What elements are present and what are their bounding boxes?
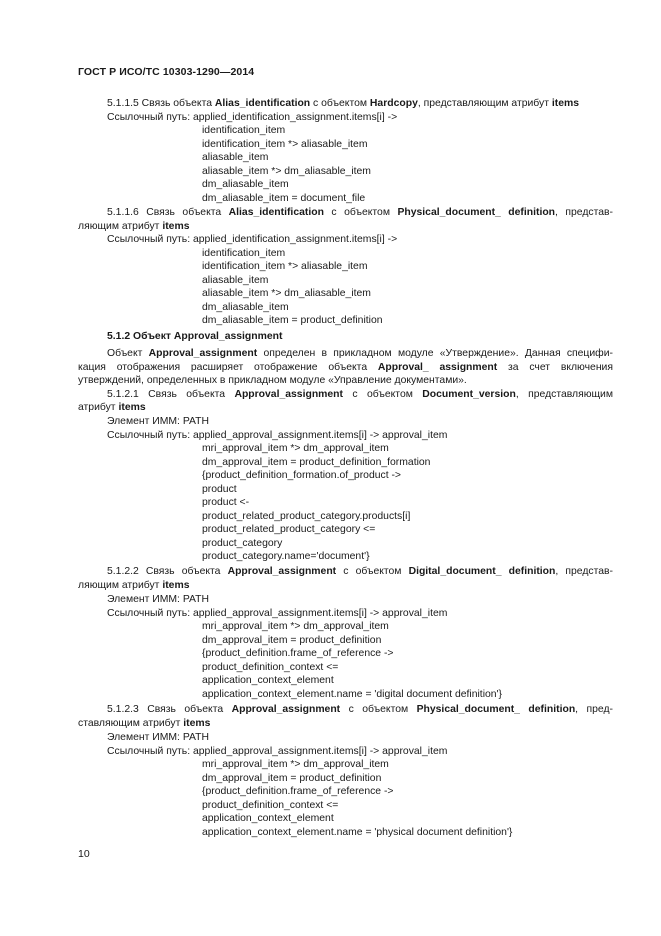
section-5-1-2-heading: 5.1.2 Объект Approval_assignment [107,331,283,342]
section-5-1-2-3-heading-cont: ставляющим атрибут items [78,718,211,729]
path-line: product_related_product_category <= [202,524,376,535]
page-number: 10 [78,848,90,860]
path-line: dm_approval_item = product_definition [202,635,382,646]
path-line: product <- [202,497,250,508]
path-line: application_context_element.name = 'digital document definition'} [202,689,503,700]
paragraph-line: Объект Approval_assignment определен в прикладном модуле «Утверждение». Данная специфи- [107,348,613,359]
path-line: mri_approval_item *> dm_approval_item [202,443,389,454]
path-line: dm_aliasable_item [202,302,289,313]
path-line: application_context_element.name = 'physical document definition'} [202,827,513,838]
path-line: product_related_product_category.products[i] [202,511,411,522]
path-line: dm_approval_item = product_definition [202,773,382,784]
path-line: identification_item *> aliasable_item [202,261,368,272]
path-line: aliasable_item [202,275,269,286]
path-line: product [202,484,237,495]
path-line: aliasable_item [202,152,269,163]
path-line: dm_approval_item = product_definition_formation [202,457,431,468]
section-5-1-1-6-heading: 5.1.1.6 Связь объекта Alias_identification с объектом Physical_document_ definition, представ- [107,207,614,218]
path-line: aliasable_item *> dm_aliasable_item [202,166,371,177]
path-line: product_definition_context <= [202,800,339,811]
paragraph-line: утверждений, определенных в прикладном модуле «Управление документами». [78,375,467,386]
path-line: product_definition_context <= [202,662,339,673]
section-5-1-1-6-heading-cont: ляющим атрибут items [78,221,190,232]
path-line: dm_aliasable_item = document_file [202,193,366,204]
section-5-1-2-3-heading: 5.1.2.3 Связь объекта Approval_assignment с объектом Physical_document_ definition, пред- [107,704,613,715]
document-header: ГОСТ Р ИСО/ТС 10303-1290—2014 [78,66,255,78]
section-5-1-2-1-heading: 5.1.2.1 Связь объекта Approval_assignment с объектом Document_version, представляющим [107,389,614,400]
path-line: mri_approval_item *> dm_approval_item [202,621,389,632]
path-line: product_category.name='document'} [202,551,370,562]
section-5-1-1-5-heading: 5.1.1.5 Связь объекта Alias_identification с объектом Hardcopy, представляющим атрибут items [107,98,580,109]
reference-path-label: Ссылочный путь: applied_approval_assignment.items[i] -> approval_item [107,746,448,757]
path-line: {product_definition.frame_of_reference -> [202,648,394,659]
imm-element-label: Элемент ИММ: PATH [107,594,209,605]
path-line: dm_aliasable_item = product_definition [202,315,383,326]
path-line: {product_definition.frame_of_reference -> [202,786,394,797]
path-line: dm_aliasable_item [202,179,289,190]
path-line: identification_item *> aliasable_item [202,139,368,150]
paragraph-line: кация отображения расширяет отображение объекта Approval_ assignment за счет включения [78,362,613,373]
imm-element-label: Элемент ИММ: PATH [107,416,209,427]
path-line: application_context_element [202,675,334,686]
path-line: aliasable_item *> dm_aliasable_item [202,288,371,299]
path-line: mri_approval_item *> dm_approval_item [202,759,389,770]
reference-path-label: Ссылочный путь: applied_approval_assignment.items[i] -> approval_item [107,608,448,619]
path-line: identification_item [202,248,286,259]
section-5-1-2-2-heading: 5.1.2.2 Связь объекта Approval_assignment с объектом Digital_document_ definition, представ- [107,566,614,577]
path-line: identification_item [202,125,286,136]
reference-path-label: Ссылочный путь: applied_approval_assignment.items[i] -> approval_item [107,430,448,441]
section-5-1-2-1-heading-cont: атрибут items [78,402,146,413]
reference-path-label: Ссылочный путь: applied_identification_assignment.items[i] -> [107,234,398,245]
reference-path-label: Ссылочный путь: applied_identification_assignment.items[i] -> [107,112,398,123]
section-5-1-2-2-heading-cont: ляющим атрибут items [78,580,190,591]
imm-element-label: Элемент ИММ: PATH [107,732,209,743]
path-line: {product_definition_formation.of_product -> [202,470,401,481]
path-line: application_context_element [202,813,334,824]
path-line: product_category [202,538,283,549]
